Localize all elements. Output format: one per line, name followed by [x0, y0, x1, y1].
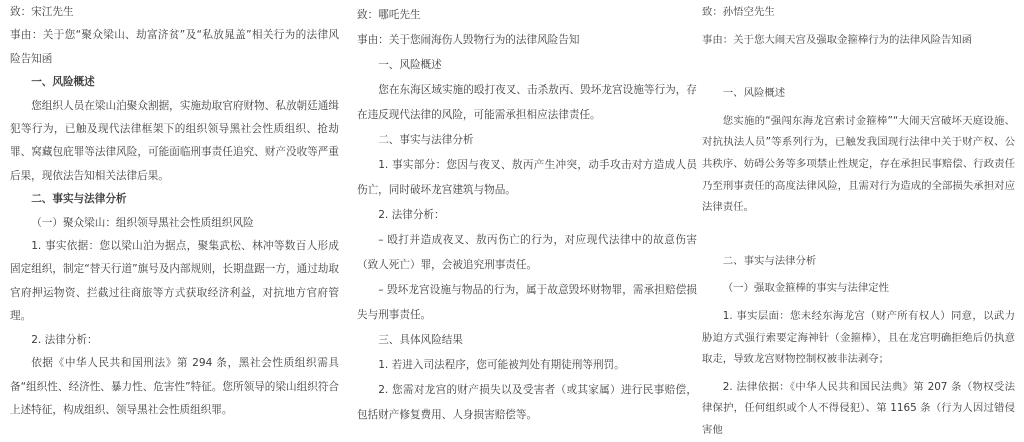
paragraph: 2. 您需对龙宫的财产损失以及受害者（或其家属）进行民事赔偿，包括财产修复费用、人身损害赔偿等。	[357, 384, 697, 421]
paragraph: – 毁坏龙宫设施与物品的行为，属于故意毁坏财物罪，需承担赔偿损失与刑事责任。	[357, 284, 697, 321]
notice-column-song-jiang	[10, 1, 339, 422]
paragraph: 2. 法律分析：	[378, 209, 445, 221]
paragraph: （一）聚众梁山：组织领导黑社会性质组织风险	[31, 216, 254, 229]
section-heading: 一、风险概述	[378, 59, 442, 71]
subject-line: 事由：关于您大闹天宫及强取金箍棒行为的法律风险告知函	[702, 33, 973, 46]
section-heading: 二、事实与法律分析	[722, 254, 817, 267]
paragraph: 2. 法律依据：《中华人民共和国民法典》第 207 条（物权受法律保护，任何组织或个人不得侵犯）、第 1165 条（行为人因过错侵害他	[702, 380, 1015, 436]
section-heading: 二、事实与法律分析	[31, 193, 127, 206]
paragraph: 依据《中华人民共和国刑法》第 294 条，黑社会性质组织需具备“组织性、经济性、暴力性、危害性”特征。您所领导的梁山组织符合上述特征，构成组织、领导黑社会性质组织罪。	[10, 357, 339, 416]
paragraph: – 殴打并造成夜叉、敖丙伤亡的行为，对应现代法律中的故意伤害（致人死亡）罪，会被追究刑事责任。	[357, 234, 697, 271]
notice-column-sun-wukong	[702, 2, 1015, 442]
recipient-line: 致：哪吒先生	[357, 9, 421, 21]
paragraph: 您在东海区域实施的殴打夜叉、击杀敖丙、毁坏龙宫设施等行为，存在违反现代法律的风险，可能需承担相应法律责任。	[357, 84, 697, 121]
section-heading: 三、具体风险结果	[378, 334, 463, 346]
notice-column-nezha	[357, 3, 697, 428]
section-heading: 二、事实与法律分析	[378, 134, 474, 146]
paragraph: 2. 法律分析：	[31, 333, 98, 346]
paragraph: 1. 若进入司法程序，您可能被判处有期徒刑等刑罚。	[378, 359, 625, 371]
subject-line: 事由：关于您“聚众梁山、劫富济贫”及“私放晁盖”相关行为的法律风险告知函	[10, 29, 339, 65]
section-heading: 一、风险概述	[722, 87, 786, 100]
paragraph: 1. 事实部分：您因与夜叉、敖丙产生冲突，动手攻击对方造成人员伤亡，同时破坏龙宫建筑与物品。	[357, 159, 697, 196]
paragraph: 您实施的“强闯东海龙宫索讨金箍棒”“大闹天宫破坏天庭设施、对抗执法人员”等系列行为，已触发我国现行法律中关于财产权、公共秩序、妨碍公务等多项禁止性规定，存在承担民事赔偿、行政责任乃至刑事责任的高度法律风险，且需对行为造成的全部损失承担对应法律责任。	[702, 114, 1015, 214]
paragraph: 1. 事实依据：您以梁山泊为据点，聚集武松、林冲等数百人形成固定组织，制定“替天行道”旗号及内部规则，长期盘踞一方，通过劫取官府押运物资、拦截过往商旅等方式获取经济利益，对抗地方官府管理。	[10, 240, 339, 323]
section-heading: 一、风险概述	[31, 76, 95, 89]
paragraph: （一）强取金箍棒的事实与法律定性	[722, 282, 890, 295]
subject-line: 事由：关于您闹海伤人毁物行为的法律风险告知	[357, 34, 580, 46]
paragraph: 您组织人员在梁山泊聚众割据，实施劫取官府财物、私放朝廷通缉犯等行为，已触及现代法律框架下的组织领导黑社会性质组织、抢劫罪、窝藏包庇罪等法律风险，可能面临刑事责任追究、财产没收等严重后果，现依法告知相关法律后果。	[10, 99, 339, 182]
paragraph: 1. 事实层面：您未经东海龙宫（财产所有权人）同意，以武力胁迫方式强行索要定海神针（金箍棒），且在龙宫明确拒绝后仍执意取走，导致龙宫财物控制权被非法剥夺；	[702, 309, 1015, 366]
recipient-line: 致：孙悟空先生	[702, 6, 775, 18]
recipient-line: 致：宋江先生	[10, 6, 74, 18]
